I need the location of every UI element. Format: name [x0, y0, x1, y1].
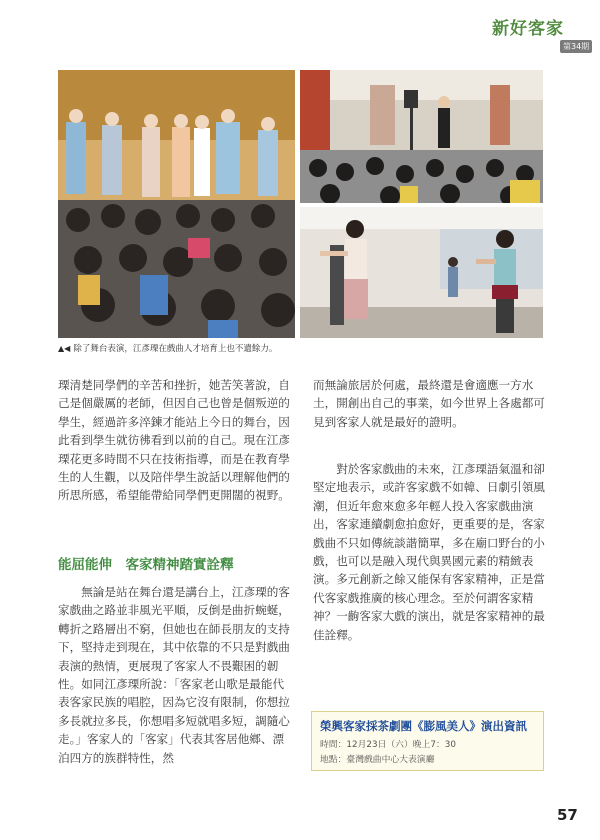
- right-column-paragraph-2: 對於客家戲曲的未來，江彥瑮語氣溫和卻堅定地表示，或許客家戲不如韓、日劇引領風潮，但近年愈來愈多年輕人投入客家戲曲演出，客家連續劇愈拍愈好，更重要的是，客家戲曲不只如傳統談諧簡單，多在廟口野台的小戲，也可以是融入現代與異國元素的精緻表演。多元創新之餘又能保有客家精神，正是當代客家戲推廣的核心理念。至於何謂客家精神？一齣客家大戲的演出，就是客家精神的最佳詮釋。: [313, 462, 545, 642]
- magazine-logo: 新好客家: [492, 19, 564, 39]
- page-number: 57: [557, 806, 578, 824]
- photo-dance-practice: [300, 207, 543, 338]
- issue-badge: 第34期: [560, 40, 592, 53]
- left-column-paragraph-2: 無論是站在舞台還是講台上，江彥瑮的客家戲曲之路並非風光平順，反倒是曲折蜿蜒，轉折之路層出不窮，但她也在師長朋友的支持下，堅持走到現在，其中依靠的不只是對戲曲表演的熱情，更展現了客家人不畏艱困的韌性。如同江彥瑮所說：「客家老山歌是最能代表客家民族的唱腔，因為它沒有限制，你想拉多長就拉多長，你想唱多短就唱多短，調隨心走。」客家人的「客家」代表其客居他鄉、漂泊四方的族群特性，然: [58, 585, 290, 765]
- performance-info-box: [311, 711, 544, 771]
- info-box-time: 時間：12月23日（六）晚上7：30: [320, 740, 456, 750]
- left-column-paragraph-1: 瑮清楚同學們的辛苦和挫折，她苦笑著說，自己是個嚴厲的老師，但因自己也曾是個叛逆的學生，經過許多淬鍊才能站上今日的舞台，因此看到學生就彷彿看到以前的自己。現在江彥瑮花更多時間不只在技術指導，而是在教育學生的人生觀，以及陪伴學生說話以理解他們的所思所感，希望能帶給同學們更開闊的視野。: [58, 378, 290, 503]
- photo-classroom: [300, 70, 543, 203]
- section-heading: 能屈能伸 客家精神踏實詮釋: [58, 557, 234, 573]
- info-box-title: 榮興客家採茶劇團《膨風美人》演出資訊: [320, 719, 527, 733]
- photo-caption: [58, 342, 277, 354]
- caption-text: 除了舞台表演，江彥瑮在戲曲人才培育上也不遺餘力。: [73, 344, 278, 354]
- info-box-venue: 地點：臺灣戲曲中心大表演廳: [320, 755, 435, 765]
- caption-arrow-icon: ▲◀: [58, 344, 71, 353]
- right-column-paragraph-1: 而無論旅居於何處，最終還是會適應一方水土，開創出自己的事業，如今世界上各處都可見到客家人就是最好的證明。: [313, 378, 545, 429]
- photo-stage-performance: [58, 70, 295, 338]
